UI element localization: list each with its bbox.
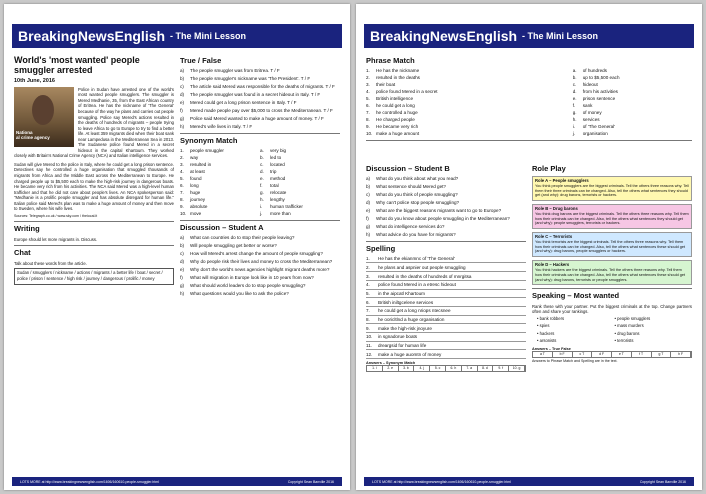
list-item: d) The people smuggler was found in a secret hideout in Italy. T / F bbox=[180, 92, 321, 98]
list-item: b) The people smuggler's nickname was 'The President'. T / F bbox=[180, 76, 311, 82]
list-item: 8. journey h. lengthy bbox=[180, 197, 285, 203]
role-play-heading: Role Play bbox=[532, 164, 566, 173]
list-item: c) How will Mered's arrest change the amount of people smuggling? bbox=[180, 251, 323, 257]
list-item: g) Police said Mered wanted to make a huge amount of money. T / F bbox=[180, 116, 324, 122]
article-date: 10th June, 2016 bbox=[14, 77, 55, 84]
list-item: 10. in sgnadorue boats bbox=[366, 334, 526, 341]
article-paragraph-2: Sudan will give Mered to the police in Italy, where he could get a long prison sentence. Detectives say he controlled a huge organisation that smuggled thousands of migrants from Africa and the Middle East across the Mediterranean to Europe. He charged people up to $5,500 each to make the high-risk journey in dangerous boats. He became very rich from his activities. The NCA said Mered was a high-level human trafficker and that he did not care about people's lives. An NCA spokesperson said: "Medhanie is a prolific people smuggler and has absolute disregard for human life." Italian police said Mered's plan was to make a huge amount of money and then move to Sweden, where his wife lives. bbox=[14, 161, 174, 212]
list-item: f) Mered made people pay over $5,000 to cross the Mediterranean. T / F bbox=[180, 108, 333, 114]
left-column bbox=[14, 54, 174, 285]
answers-tf-heading: Answers – True False bbox=[532, 346, 571, 351]
brand-title: BreakingNewsEnglish bbox=[370, 28, 518, 44]
chat-heading: Chat bbox=[14, 248, 31, 258]
discussion-a-list bbox=[180, 235, 340, 297]
speaking-list bbox=[532, 315, 692, 345]
list-item: c) What do you think of people smuggling? bbox=[366, 192, 458, 198]
answers-tf-table: a T b F c T d F e T f T g T h F bbox=[532, 351, 692, 358]
footer-copyright: Copyright Sean Banville 2016 bbox=[639, 479, 686, 484]
answers-synonym-table: 1. i 2. e 3. b 4. j 5. c 6. h 7. a 8. d 9. f 10. g bbox=[366, 365, 526, 372]
list-item: g) What should world leaders do to stop people smuggling? bbox=[180, 283, 306, 288]
list-item: a) The people smuggler was from Eritrea. T / F bbox=[180, 68, 280, 74]
left-column bbox=[366, 162, 526, 372]
list-item: 12. make a huge auomtn of money bbox=[366, 352, 526, 359]
brand-subtitle: - The Mini Lesson bbox=[522, 31, 599, 41]
list-item: 9. make the high-risk jnoyure bbox=[366, 326, 526, 333]
list-item: 7. huge g. relocate bbox=[180, 190, 287, 196]
writing-prompt: Europe should let more migrants in. Discuss. bbox=[14, 236, 98, 242]
right-column bbox=[180, 54, 340, 299]
page-footer bbox=[12, 477, 342, 486]
page-2 bbox=[356, 4, 702, 490]
list-item: 5. in the aipcatl Khartoum bbox=[366, 291, 526, 298]
role-b-title: Role B – Drug barons bbox=[535, 206, 578, 212]
person-silhouette bbox=[32, 95, 54, 125]
list-item: g) What do intelligence services do? bbox=[366, 224, 445, 230]
chat-word-box: Sudan / smugglers / nickname / actions / migrants / a better life / boat / secret / police / prison / sentence / high risk / journey / dangerous / prolific / money bbox=[14, 268, 174, 285]
phrase-match-section bbox=[366, 54, 692, 143]
article-title: World's 'most wanted' people smuggler arrested bbox=[14, 55, 140, 75]
list-item: 4. at least d. trip bbox=[180, 169, 277, 175]
list-item: 11. dreargsid for human life bbox=[366, 343, 526, 350]
writing-heading: Writing bbox=[14, 224, 40, 234]
list-item: f) What do you know about people smuggling in the Mediterranean? bbox=[366, 216, 510, 222]
photo-overlay-text: Nationa al crime agency bbox=[16, 130, 50, 141]
list-item: 3. their boat c. hideout bbox=[366, 82, 598, 88]
list-item: 1. He has the ekianmnc of 'The General' bbox=[366, 256, 526, 263]
brand-subtitle: - The Mini Lesson bbox=[170, 31, 247, 41]
list-item: 5. found e. method bbox=[180, 176, 286, 182]
role-a-box: Role A – People smugglers You think people smugglers are the biggest criminals. Tell the others three reasons why. Tell them their three criminals can be changed. Also, tell the others what sentences they should get (and why): drug barons, terrorists or hackers. bbox=[532, 176, 692, 201]
chat-instructions: Talk about these words from the article. bbox=[14, 260, 87, 266]
list-item: • mass murders bbox=[614, 323, 644, 329]
list-item: a) What can countries do to stop their people leaving? bbox=[180, 235, 295, 241]
list-item: 4. police found Mered in a secret d. from his activities bbox=[366, 89, 618, 95]
list-item: 3. resulted in c. located bbox=[180, 162, 285, 168]
lesson-header bbox=[364, 24, 694, 48]
phrase-match-list bbox=[366, 68, 692, 137]
list-item: b) What sentence should Mered get? bbox=[366, 184, 446, 190]
list-item: • arsonists bbox=[537, 338, 557, 344]
role-b-box: Role B – Drug barons You think drug barons are the biggest criminals. Tell the others three reasons why. Tell them how their criminals can be changed. Also, tell the others what sentences they should get (and why): people smugglers, terrorists or hackers. bbox=[532, 204, 692, 229]
right-column bbox=[532, 162, 692, 364]
speaking-heading: Speaking – Most wanted bbox=[532, 291, 620, 301]
list-item: 9. He became very rich i. of 'The General' bbox=[366, 124, 616, 129]
list-item: • terrorists bbox=[614, 338, 634, 344]
article-sources: Sources: Telegraph.co.uk / www.sky.com / theiocal.it bbox=[14, 213, 98, 218]
role-d-box: Role D – Hackers You think hackers are the biggest criminals. Tell the others three reasons why. Tell them how their criminals can be changed. Also, tell the others what sentences these should get (and why): drug barons, terrorists or people smugglers. bbox=[532, 260, 692, 285]
list-item: h) What advice do you have for migrants? bbox=[366, 232, 456, 238]
list-item: 1. people smuggler a. very big bbox=[180, 148, 287, 154]
list-item: e) What are the biggest reasons migrants want to go to Europe? bbox=[366, 208, 502, 214]
discussion-b-list bbox=[366, 176, 526, 238]
list-item: 4. police found Mered in a etresc hideout bbox=[366, 282, 526, 289]
role-d-title: Role D – Hackers bbox=[535, 262, 570, 268]
list-item: 3. resulted in the deaths of hundreds of mnrgitsa bbox=[366, 274, 526, 281]
page-footer bbox=[364, 477, 694, 486]
list-item: 6. long f. total bbox=[180, 183, 279, 189]
list-item: • drug barons bbox=[614, 330, 640, 336]
list-item: 8. He charged people h. services bbox=[366, 117, 600, 123]
lesson-header bbox=[12, 24, 342, 48]
speaking-instructions: Rank these with your partner. Put the biggest criminals at the top. Change partners often and share your rankings. bbox=[532, 303, 692, 315]
spelling-list bbox=[366, 256, 526, 359]
list-item: • people smugglers bbox=[614, 315, 651, 321]
article-paragraph-1: Police in Sudan have arrested one of the world's most wanted people smugglers. The smuggler is Mered Medhanie, 35, from the East African country of Eritrea. He has the nickname of 'The General' because of the way he plans and carries out people smuggling. Police say Mered's actions resulted in the deaths of hundreds of migrants – people trying to leave Africa to go to Europe to try to find a better life. At least 359 migrants died when their boat sank near Lampedusa in the Mediterranean Sea in 2013. The Sudanese police found Mered in a secret hideout in the capital Khartoum. They worked closely with Britain's National Crime Agency (NCA) and Italian intelligence services. bbox=[14, 86, 174, 159]
true-false-heading: True / False bbox=[180, 56, 222, 65]
list-item: a) What do you think about what you read? bbox=[366, 176, 459, 182]
page-1 bbox=[4, 4, 350, 490]
list-item: d) Why do people risk their lives and money to cross the Mediterranean? bbox=[180, 259, 333, 265]
article-photo bbox=[14, 87, 74, 147]
brand-title: BreakingNewsEnglish bbox=[18, 28, 166, 44]
list-item: • hackers bbox=[537, 330, 555, 336]
list-item: 6. British iniltgcelene services bbox=[366, 300, 526, 307]
list-item: 10. move j. more than bbox=[180, 210, 291, 216]
role-c-title: Role C – Terrorists bbox=[535, 234, 573, 240]
true-false-list bbox=[180, 68, 340, 130]
list-item: d) Why can't police stop people smuggling? bbox=[366, 200, 460, 206]
list-item: b) Will people smuggling get better or worse? bbox=[180, 243, 277, 249]
footer-link[interactable]: LOTS MORE at http://www.breakingnewsenglish.com/1606/160610-people-smuggler.html bbox=[20, 479, 159, 484]
list-item: h) Mered's wife lives in Italy. T / F bbox=[180, 124, 253, 130]
list-item: f) What will migration in Europe look like in 10 years from now? bbox=[180, 275, 314, 281]
list-item: h) What questions would you like to ask the police? bbox=[180, 290, 289, 296]
list-item: • bank robbers bbox=[537, 315, 565, 321]
synonym-match-list bbox=[180, 148, 340, 217]
list-item: • spies bbox=[537, 323, 550, 329]
footer-copyright: Copyright Sean Banville 2016 bbox=[287, 479, 334, 484]
answers-note: Answers to Phrase Match and Spelling are in the text. bbox=[532, 359, 618, 364]
footer-link[interactable]: LOTS MORE at http://www.breakingnewsenglish.com/1606/160610-people-smuggler.html bbox=[372, 479, 511, 484]
list-item: 10. make a huge amount j. organisation bbox=[366, 130, 608, 136]
list-item: e) Why don't the world's news agencies highlight migrant deaths more? bbox=[180, 267, 330, 273]
list-item: 6. he could get a long f. sank bbox=[366, 103, 593, 109]
spelling-heading: Spelling bbox=[366, 244, 396, 253]
list-item: e) Mered could get a long prison sentence in Italy. T / F bbox=[180, 100, 297, 106]
discussion-a-heading: Discussion – Student A bbox=[180, 222, 264, 232]
list-item: c) The article said Mered was responsible for the deaths of migrants. T / F bbox=[180, 84, 335, 90]
list-item: 9. absolute i. human trafficker bbox=[180, 204, 303, 209]
role-a-title: Role A – People smugglers bbox=[535, 178, 589, 184]
list-item: 2. resulted in the deaths b. up to $5,500 each bbox=[366, 75, 620, 81]
synonym-match-heading: Synonym Match bbox=[180, 136, 238, 145]
list-item: 7. he could get a long nriops ntecsnee bbox=[366, 308, 526, 315]
list-item: 7. he controlled a huge g. of money bbox=[366, 110, 602, 116]
phrase-match-heading: Phrase Match bbox=[366, 56, 415, 65]
role-c-box: Role C – Terrorists You think terrorists are the biggest criminals. Tell the others three reasons why. Tell them how their criminals can be changed. Also, tell the others what sentences these should get (and why): drug barons, people smugglers or hackers. bbox=[532, 232, 692, 257]
answers-synonym-heading: Answers – Synonym Match bbox=[366, 361, 416, 365]
list-item: 5. British intelligence e. prison sentence bbox=[366, 96, 616, 102]
list-item: 8. he ooricltlnd a huge organisation bbox=[366, 317, 526, 324]
list-item: 2. he plans and aspnier out people smuggling bbox=[366, 265, 526, 272]
list-item: 1. He has the nickname a. of hundreds bbox=[366, 68, 607, 74]
list-item: 2. way b. led to bbox=[180, 155, 282, 161]
discussion-b-heading: Discussion – Student B bbox=[366, 164, 450, 173]
